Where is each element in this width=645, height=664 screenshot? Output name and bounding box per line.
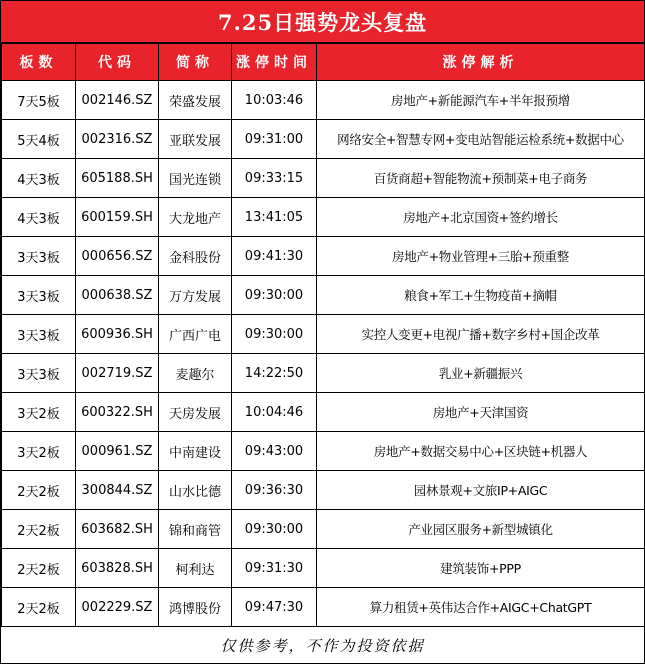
cell-time: 10:03:46 [232, 81, 317, 120]
cell-reason: 产业园区服务+新型城镇化 [317, 510, 645, 549]
cell-boards: 2天2板 [2, 588, 76, 627]
sheet-title: 7.25日强势龙头复盘 [1, 1, 644, 43]
header-name: 简称 [159, 44, 232, 81]
cell-code: 002146.SZ [76, 81, 159, 120]
cell-name: 柯利达 [159, 549, 232, 588]
cell-name: 大龙地产 [159, 198, 232, 237]
cell-name: 山水比德 [159, 471, 232, 510]
table-row [2, 471, 645, 510]
table-header-row [2, 44, 645, 81]
cell-code: 002719.SZ [76, 354, 159, 393]
cell-boards: 3天3板 [2, 237, 76, 276]
header-code: 代码 [76, 44, 159, 81]
table-row [2, 276, 645, 315]
cell-boards: 2天2板 [2, 549, 76, 588]
cell-reason: 建筑装饰+PPP [317, 549, 645, 588]
table-row [2, 159, 645, 198]
cell-reason: 乳业+新疆振兴 [317, 354, 645, 393]
cell-code: 000961.SZ [76, 432, 159, 471]
cell-name: 国光连锁 [159, 159, 232, 198]
cell-name: 中南建设 [159, 432, 232, 471]
cell-boards: 7天5板 [2, 81, 76, 120]
cell-code: 000656.SZ [76, 237, 159, 276]
cell-time: 09:36:30 [232, 471, 317, 510]
cell-boards: 3天3板 [2, 354, 76, 393]
table-row [2, 120, 645, 159]
cell-boards: 2天2板 [2, 471, 76, 510]
header-time: 涨停时间 [232, 44, 317, 81]
cell-reason: 房地产+北京国资+签约增长 [317, 198, 645, 237]
cell-time: 09:30:00 [232, 276, 317, 315]
cell-name: 天房发展 [159, 393, 232, 432]
limit-up-table [1, 43, 645, 627]
header-reason: 涨停解析 [317, 44, 645, 81]
cell-code: 300844.SZ [76, 471, 159, 510]
cell-name: 亚联发展 [159, 120, 232, 159]
cell-boards: 5天4板 [2, 120, 76, 159]
cell-name: 金科股份 [159, 237, 232, 276]
cell-boards: 4天3板 [2, 198, 76, 237]
cell-reason: 房地产+新能源汽车+半年报预增 [317, 81, 645, 120]
table-row [2, 81, 645, 120]
cell-reason: 网络安全+智慧专网+变电站智能运检系统+数据中心 [317, 120, 645, 159]
cell-code: 605188.SH [76, 159, 159, 198]
cell-reason: 房地产+物业管理+三胎+预重整 [317, 237, 645, 276]
disclaimer: 仅供参考，不作为投资依据 [220, 637, 425, 655]
cell-time: 14:22:50 [232, 354, 317, 393]
cell-time: 09:43:00 [232, 432, 317, 471]
cell-code: 000638.SZ [76, 276, 159, 315]
table-row [2, 510, 645, 549]
cell-time: 09:31:30 [232, 549, 317, 588]
cell-reason: 房地产+数据交易中心+区块链+机器人 [317, 432, 645, 471]
table-row [2, 432, 645, 471]
cell-reason: 粮食+军工+生物疫苗+摘帽 [317, 276, 645, 315]
cell-reason: 算力租赁+英伟达合作+AIGC+ChatGPT [317, 588, 645, 627]
table-row [2, 198, 645, 237]
cell-boards: 3天3板 [2, 276, 76, 315]
cell-code: 600936.SH [76, 315, 159, 354]
cell-name: 锦和商管 [159, 510, 232, 549]
cell-time: 09:30:00 [232, 510, 317, 549]
cell-boards: 3天2板 [2, 432, 76, 471]
cell-reason: 园林景观+文旅IP+AIGC [317, 471, 645, 510]
table-row [2, 393, 645, 432]
table-row [2, 237, 645, 276]
cell-time: 10:04:46 [232, 393, 317, 432]
cell-time: 09:31:00 [232, 120, 317, 159]
cell-time: 13:41:05 [232, 198, 317, 237]
table-row [2, 315, 645, 354]
cell-code: 600322.SH [76, 393, 159, 432]
cell-code: 002229.SZ [76, 588, 159, 627]
table-row [2, 588, 645, 627]
cell-boards: 3天3板 [2, 315, 76, 354]
cell-name: 广西广电 [159, 315, 232, 354]
cell-name: 麦趣尔 [159, 354, 232, 393]
cell-boards: 4天3板 [2, 159, 76, 198]
cell-code: 603828.SH [76, 549, 159, 588]
table-row [2, 549, 645, 588]
cell-name: 荣盛发展 [159, 81, 232, 120]
cell-time: 09:41:30 [232, 237, 317, 276]
cell-boards: 3天2板 [2, 393, 76, 432]
cell-time: 09:30:00 [232, 315, 317, 354]
cell-name: 万方发展 [159, 276, 232, 315]
cell-code: 002316.SZ [76, 120, 159, 159]
cell-reason: 百货商超+智能物流+预制菜+电子商务 [317, 159, 645, 198]
cell-reason: 房地产+天津国资 [317, 393, 645, 432]
header-boards: 板数 [2, 44, 76, 81]
table-row [2, 354, 645, 393]
cell-time: 09:47:30 [232, 588, 317, 627]
cell-reason: 实控人变更+电视广播+数字乡村+国企改革 [317, 315, 645, 354]
cell-code: 600159.SH [76, 198, 159, 237]
cell-time: 09:33:15 [232, 159, 317, 198]
cell-code: 603682.SH [76, 510, 159, 549]
cell-boards: 2天2板 [2, 510, 76, 549]
cell-name: 鸿博股份 [159, 588, 232, 627]
